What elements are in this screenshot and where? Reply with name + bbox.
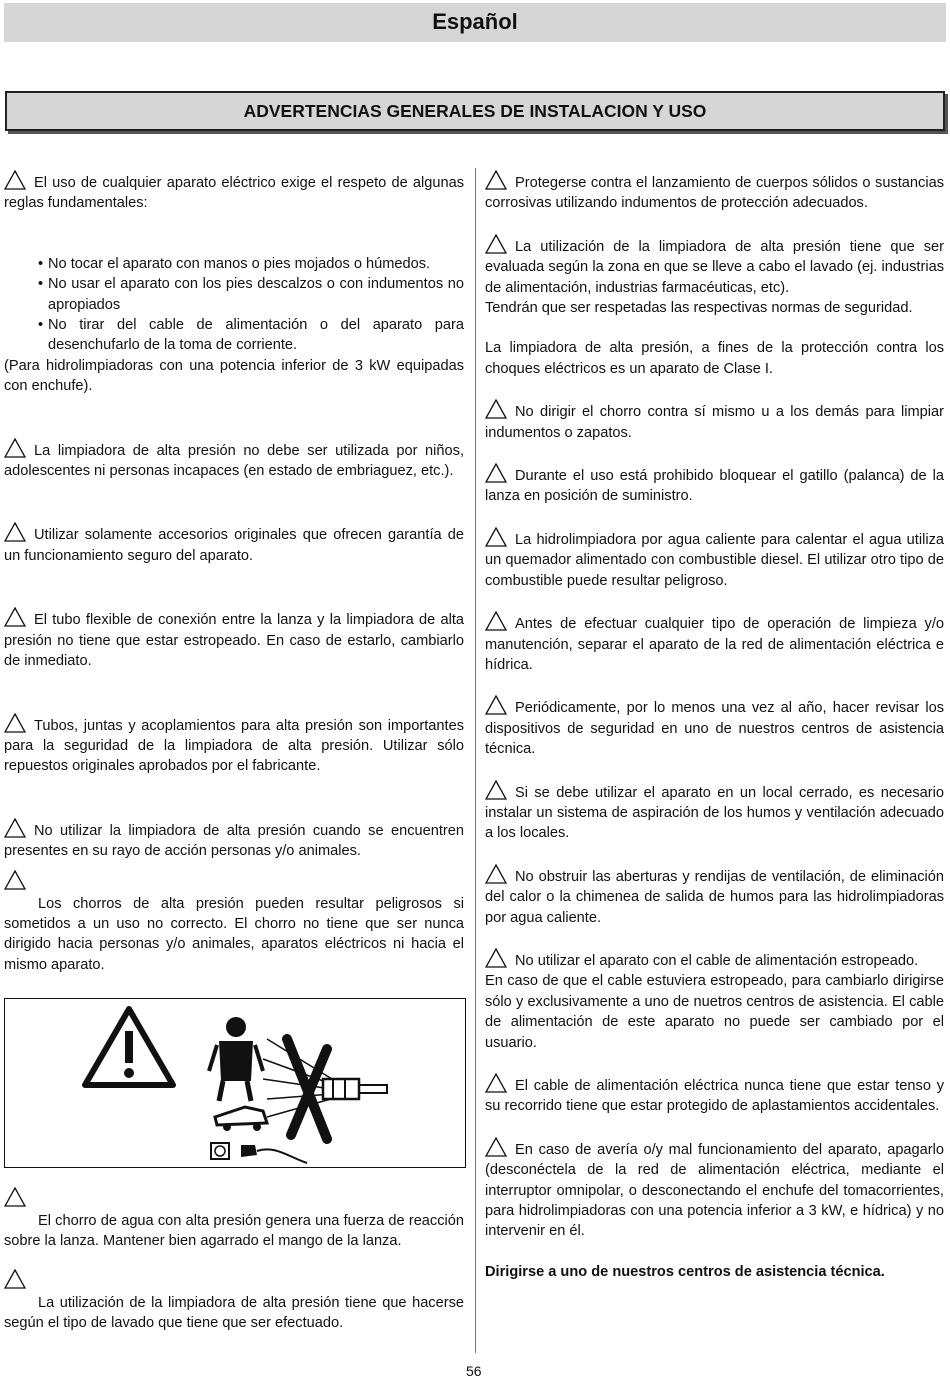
warning-triangle-icon	[485, 234, 507, 254]
paragraph: No dirigir el chorro contra sí mismo u a los demás para limpiar indumentos o zapatos.	[485, 399, 944, 443]
danger-pictogram	[5, 999, 465, 1167]
paragraph: La hidrolimpiadora por agua caliente para calentar el agua utiliza un quemador alimentado con combustible diesel. El utilizar otro tipo de combustible puede resultar peligroso.	[485, 527, 944, 591]
warning-triangle-icon	[4, 1187, 26, 1207]
warning-triangle-icon	[485, 780, 507, 800]
paragraph: No obstruir las aberturas y rendijas de ventilación, de eliminación del calor o la chimenea de salida de humos para las hidrolimpiadoras por agua caliente.	[485, 864, 944, 928]
paragraph: Utilizar solamente accesorios originales que ofrecen garantía de un funcionamiento seguro del aparato.	[4, 522, 464, 566]
left-column-lower	[4, 1187, 464, 1334]
section-title: ADVERTENCIAS GENERALES DE INSTALACION Y USO	[5, 91, 945, 131]
paragraph: Los chorros de alta presión pueden resultar peligrosos si sometidos a un uso no correcto. El chorro no tiene que ser nunca dirigido hacia personas y/o animales, aparatos eléctricos ni hacia el mismo aparato.	[4, 895, 464, 973]
paragraph: Periódicamente, por lo menos una vez al año, hacer revisar los dispositivos de seguridad en uno de nuestros centros de asistencia técnica.	[485, 695, 944, 759]
warning-triangle-icon	[485, 864, 507, 884]
warning-triangle-icon	[485, 611, 507, 631]
paragraph: Tendrán que ser respetadas las respectivas normas de seguridad.	[485, 300, 913, 317]
paragraph: No utilizar el aparato con el cable de alimentación estropeado.	[485, 948, 944, 971]
column-divider	[475, 168, 476, 1353]
warning-triangle-icon	[485, 1073, 507, 1093]
paragraph: El tubo flexible de conexión entre la lanza y la limpiadora de alta presión no tiene que estar estropeado. En caso de estarlo, cambiarlo de inmediato.	[4, 607, 464, 671]
paragraph: Durante el uso está prohibido bloquear el gatillo (palanca) de la lanza en posición de suministro.	[485, 463, 944, 507]
warning-triangle-icon	[4, 522, 26, 542]
warning-line	[4, 1269, 464, 1291]
warning-triangle-icon	[4, 1269, 26, 1289]
paragraph: La utilización de la limpiadora de alta presión tiene que hacerse según el tipo de lavado que tiene que ser efectuado.	[4, 1294, 464, 1332]
list-item: • No usar el aparato con los pies descalzos o con indumentos no apropiados	[38, 274, 464, 315]
left-column	[4, 170, 464, 975]
warning-triangle-icon	[4, 818, 26, 838]
warning-triangle-icon	[485, 463, 507, 483]
list-item: • No tirar del cable de alimentación o del aparato para desenchufarlo de la toma de corriente.	[38, 315, 464, 356]
rules-list	[4, 254, 464, 356]
warning-triangle-icon	[4, 713, 26, 733]
paragraph: Tubos, juntas y acoplamientos para alta presión son importantes para la seguridad de la limpiadora de alta presión. Utilizar sólo repuestos originales aprobados por el fabricante.	[4, 713, 464, 777]
paragraph: El uso de cualquier aparato eléctrico exige el respeto de algunas reglas fundamentales:	[4, 170, 464, 214]
paragraph: La limpiadora de alta presión no debe ser utilizada por niños, adolescentes ni personas incapaces (en estado de embriaguez, etc.).	[4, 438, 464, 482]
right-column	[485, 170, 944, 1282]
warning-line	[4, 870, 464, 892]
paragraph: La limpiadora de alta presión, a fines de la protección contra los choques eléctricos es un aparato de Clase I.	[485, 340, 944, 377]
list-item: • No tocar el aparato con manos o pies mojados o húmedos.	[38, 254, 464, 274]
warning-triangle-icon	[485, 1137, 507, 1157]
language-header: Español	[4, 3, 946, 42]
page-number: 56	[466, 1363, 482, 1379]
warning-line	[4, 1187, 464, 1209]
danger-figure	[4, 998, 466, 1168]
paragraph: El chorro de agua con alta presión genera una fuerza de reacción sobre la lanza. Mantener bien agarrado el mango de la lanza.	[4, 1213, 464, 1250]
warning-triangle-icon	[485, 399, 507, 419]
warning-triangle-icon	[4, 607, 26, 627]
warning-triangle-icon	[4, 438, 26, 458]
paragraph: No utilizar la limpiadora de alta presión cuando se encuentren presentes en su rayo de acción personas y/o animales.	[4, 818, 464, 862]
paragraph: El cable de alimentación eléctrica nunca tiene que estar tenso y su recorrido tiene que estar protegido de aplastamientos accidentales.	[485, 1073, 944, 1117]
warning-triangle-icon	[485, 695, 507, 715]
note-text: (Para hidrolimpiadoras con una potencia inferior de 3 kW equipadas con enchufe).	[4, 357, 464, 395]
paragraph: Protegerse contra el lanzamiento de cuerpos sólidos o sustancias corrosivas utilizando indumentos de protección adecuados.	[485, 170, 944, 214]
warning-triangle-icon	[4, 170, 26, 190]
paragraph: En caso de que el cable estuviera estropeado, para cambiarlo dirigirse sólo y exclusivamente a uno de nuetros centros de asistencia. El cable de alimentación de este aparato no puede ser cambiado por el usuario.	[485, 973, 944, 1051]
paragraph: En caso de avería o/y mal funcionamiento del aparato, apagarlo (desconéctela de la red de alimentación eléctrica, mediante el interruptor omnipolar, o desconectando el enchufe del tomacorrientes, para hidrolimpiadoras con una potencia inferior a 3 kW, e hídrica) y no intervenir en él.	[485, 1137, 944, 1242]
warning-triangle-icon	[485, 527, 507, 547]
paragraph: Antes de efectuar cualquier tipo de operación de limpieza y/o manutención, separar el aparato de la red de alimentación eléctrica e hídrica.	[485, 611, 944, 675]
warning-triangle-icon	[485, 170, 507, 190]
paragraph: Si se debe utilizar el aparato en un local cerrado, es necesario instalar un sistema de aspiración de los humos y ventilación adecuado a los locales.	[485, 780, 944, 844]
warning-triangle-icon	[4, 870, 26, 890]
closing-instruction: Dirigirse a uno de nuestros centros de asistencia técnica.	[485, 1263, 885, 1280]
paragraph: La utilización de la limpiadora de alta presión tiene que ser evaluada según la zona en que se lleve a cabo el lavado (ej. industrias de alimentación, industrias farmacéuticas, etc).	[485, 234, 944, 298]
warning-triangle-icon	[485, 948, 507, 968]
